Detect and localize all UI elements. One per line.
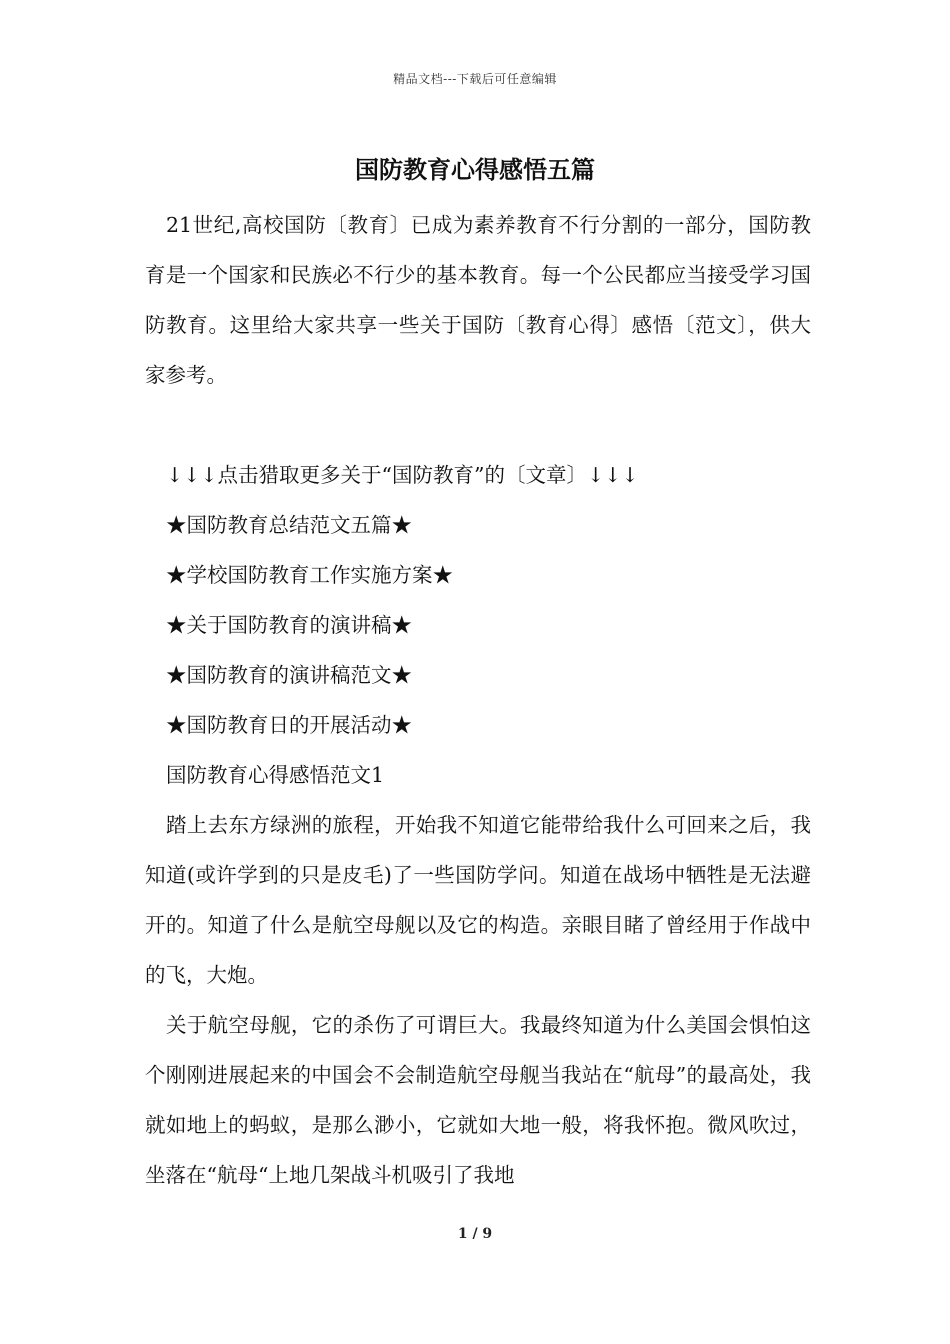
body-paragraph-1: 踏上去东方绿洲的旅程，开始我不知道它能带给我什么可回来之后，我知道(或许学到的只是皮毛)了一些国防学问。知道在战场中牺牲是无法避开的。知道了什么是航空母舰以及它的构造。亲眼目睹了曾经用于作战中的飞，大炮。 (145, 813, 811, 987)
page-header: 精品文档---下载后可任意编辑 (393, 72, 557, 86)
related-link-2[interactable]: ★学校国防教育工作实施方案★ (166, 563, 453, 587)
body-paragraph-2: 关于航空母舰，它的杀伤了可谓巨大。我最终知道为什么美国会惧怕这个刚刚进展起来的中国会不会制造航空母舰当我站在“航母”的最高处，我就如地上的蚂蚁，是那么渺小，它就如大地一般，将我怀抱。微风吹过，坐落在“航母“上地几架战斗机吸引了我地 (145, 1013, 811, 1187)
section-heading: 国防教育心得感悟范文1 (166, 763, 385, 787)
related-link-3[interactable]: ★关于国防教育的演讲稿★ (166, 613, 412, 637)
related-link-1[interactable]: ★国防教育总结范文五篇★ (166, 513, 412, 537)
intro-paragraph: 21世纪,高校国防〔教育〕已成为素养教育不行分割的一部分，国防教育是一个国家和民族必不行少的基本教育。每一个公民都应当接受学习国防教育。这里给大家共享一些关于国防〔教育心得〕感悟〔范文〕，供大家参考。 (145, 213, 811, 387)
document-body (145, 200, 811, 1200)
more-articles-link[interactable]: ↓↓↓点击猎取更多关于“国防教育”的〔文章〕↓↓↓ (166, 463, 639, 487)
document-title: 国防教育心得感悟五篇 (355, 155, 595, 184)
related-link-4[interactable]: ★国防教育的演讲稿范文★ (166, 663, 412, 687)
related-link-5[interactable]: ★国防教育日的开展活动★ (166, 713, 412, 737)
page-indicator: 1 / 9 (457, 1226, 493, 1242)
spacer (145, 400, 811, 450)
